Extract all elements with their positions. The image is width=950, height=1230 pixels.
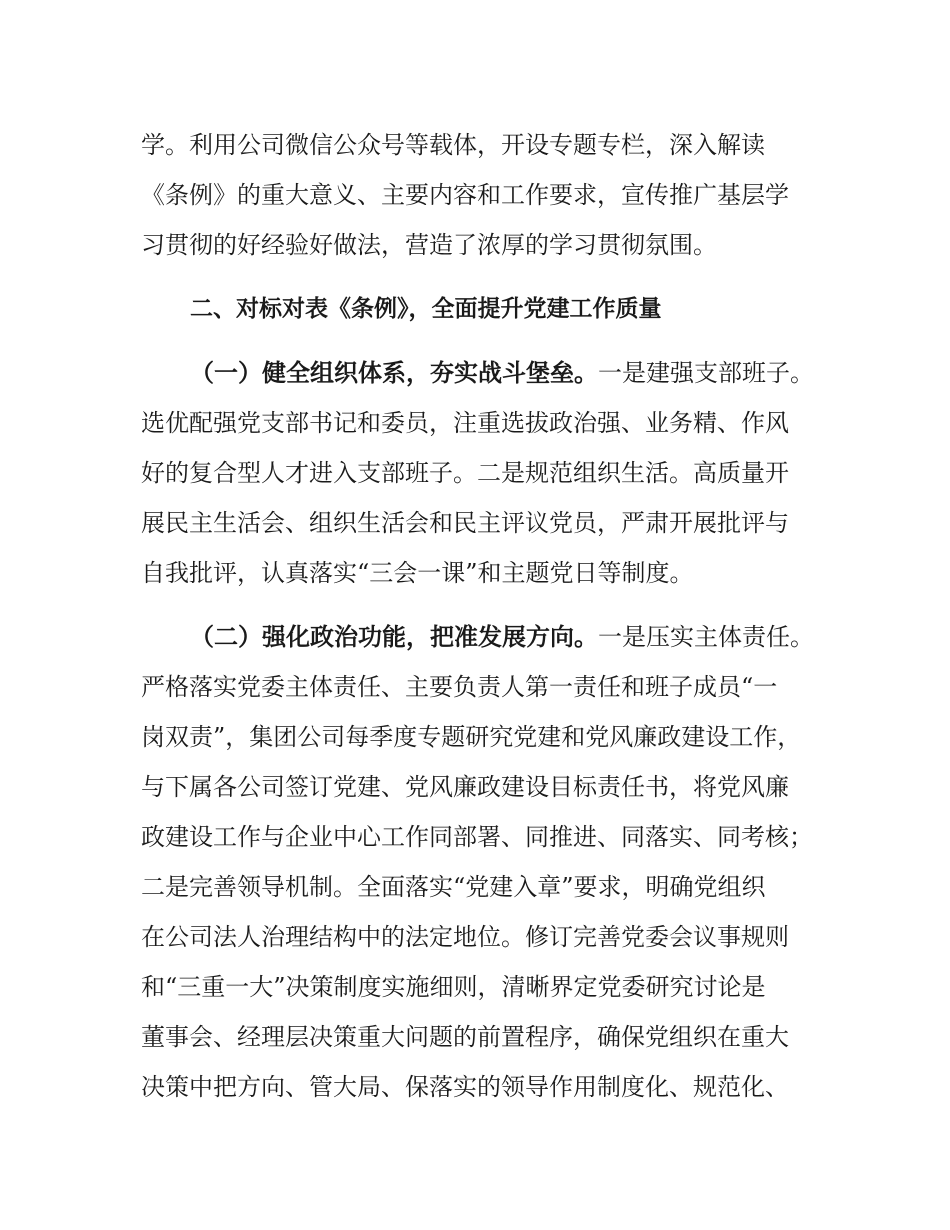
body-text-line: 政建设工作与企业中心工作同部署、同推进、同落实、同考核； xyxy=(141,823,813,851)
body-text-line: 严格落实党委主体责任、主要负责人第一责任和班子成员“一 xyxy=(141,673,778,701)
body-text-line: 选优配强党支部书记和委员，注重选拔政治强、业务精、作风 xyxy=(141,409,789,437)
body-text-line: 《条例》的重大意义、主要内容和工作要求，宣传推广基层学 xyxy=(141,181,789,209)
body-text-line: 展民主生活会、组织生活会和民主评议党员，严肃开展批评与 xyxy=(141,509,789,537)
body-text-line: 习贯彻的好经验好做法，营造了浓厚的学习贯彻氛围。 xyxy=(141,231,717,259)
body-text-line: 决策中把方向、管大局、保落实的领导作用制度化、规范化、 xyxy=(141,1073,789,1101)
subsection-title: （一）健全组织体系，夯实战斗堡垒。 xyxy=(190,359,598,387)
body-text-line: 在公司法人治理结构中的法定地位。修订完善党委会议事规则 xyxy=(141,923,789,951)
body-text-line: 与下属各公司签订党建、党风廉政建设目标责任书，将党风廉 xyxy=(141,773,789,801)
subsection-title: （二）强化政治功能，把准发展方向。 xyxy=(190,623,598,651)
subsection-first-line xyxy=(190,620,840,654)
body-text-line: 好的复合型人才进入支部班子。二是规范组织生活。高质量开 xyxy=(141,459,789,487)
body-text-line: 和“三重一大”决策制度实施细则，清晰界定党委研究讨论是 xyxy=(141,973,766,1001)
body-text-line: 二是完善领导机制。全面落实“党建入章”要求，明确党组织 xyxy=(141,873,766,901)
body-text-line: 岗双责”，集团公司每季度专题研究党建和党风廉政建设工作， xyxy=(141,723,802,751)
body-text-line: 学。利用公司微信公众号等载体，开设专题专栏，深入解读 xyxy=(141,131,765,159)
subsection-first-line xyxy=(190,356,840,390)
body-text-line: 自我批评，认真落实“三会一课”和主题党日等制度。 xyxy=(141,559,694,587)
body-text-inline: 一是压实主体责任。 xyxy=(598,623,814,651)
section-heading: 二、对标对表《条例》，全面提升党建工作质量 xyxy=(190,296,662,322)
body-text-line: 董事会、经理层决策重大问题的前置程序，确保党组织在重大 xyxy=(141,1023,789,1051)
body-text-inline: 一是建强支部班子。 xyxy=(598,359,814,387)
